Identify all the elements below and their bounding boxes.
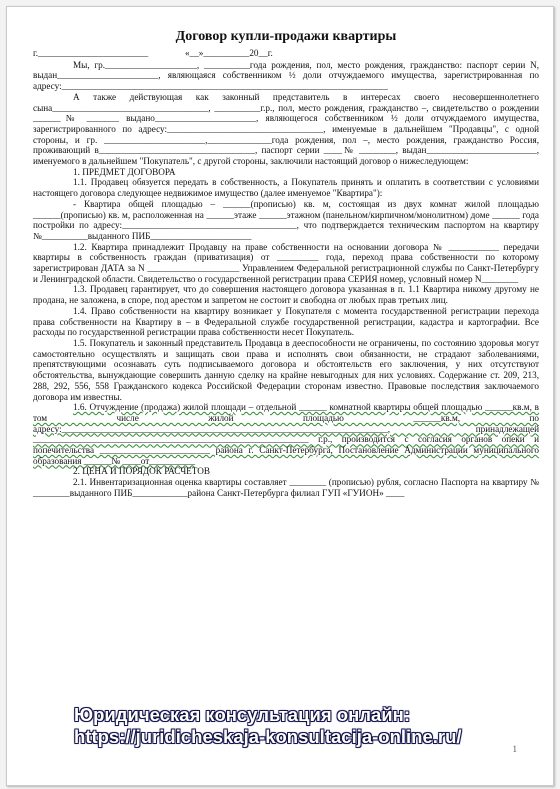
- place-date-line: г.________________________ «__»__________20__г.: [33, 48, 273, 58]
- clause-1-3: 1.3. Продавец гарантирует, что до совершения настоящего договора указанная в п. 1.1 Квартира никому другому не продана, не заложена, в споре, под арестом и запретом не состоит и свободна от любых прав третьих лиц.: [33, 284, 539, 306]
- apartment-description: - Квартира общей площадью – ______(прописью) кв. м, состоящая из двух комнат жилой площадью ______(прописью) кв. м, расположенная на ______этаже ______этажном (панельном/кирпичном/монолитном) доме ______ года постройки по адресу:______________________________________, что подтверждается техническим паспортом на квартиру №__________выданного ПИБ______________________: [33, 198, 539, 241]
- document-page: [6, 6, 554, 786]
- section-2-heading: 2. ЦЕНА И ПОРЯДОК РАСЧЕТОВ: [73, 466, 211, 477]
- clause-1-4: 1.4. Право собственности на квартиру возникает у Покупателя с момента государственной регистрации перехода права собственности на Квартиру в – в Федеральной службе государственной регистрации, кадастра и картографии. Все расходы по государственной регистрации права собственности несет Покупатель.: [33, 305, 539, 338]
- sellers-paragraph: Мы, гр.____________________, __________года рождения, пол, место рождения, гражданство: паспорт серии N, выдан______________________, являющаяся собственником ½ доли отчуждаемого имущества, зарегистрированная по адресу:_______________________________________________________________________: [33, 59, 539, 92]
- watermark-banner: [74, 704, 462, 748]
- clause-2-1: 2.1. Инвентаризационная оценка квартиры составляет ________ (прописью) рубля, согласно Паспорта на квартиру № ________выданного ПИБ____________района Санкт-Петербурга филиал ГУП «ГУИОН» ____: [33, 477, 539, 498]
- watermark-url: https://juridicheskaja-konsultacija-online.ru/: [74, 726, 462, 747]
- clause-1-5: 1.5. Покупатель и законный представитель Продавца в дееспособности не ограничены, по состоянию здоровья могут самостоятельно осуществлять и защищать свои права и исполнять свои обязанности, не страдают заболеваниями, препятствующими осознавать суть подписываемого договора и обстоятельств его заключения, у них отсутствуют обстоятельства, вынуждающие совершить данную сделку на крайне невыгодных для них условиях. Содержание ст. 209, 213, 288, 292, 556, 558 Гражданского кодекса Российской Федерации сторонам известно. Правовые последствия заключаемого договора им известны.: [33, 337, 539, 402]
- watermark-title: Юридическая консультация онлайн:: [74, 704, 410, 725]
- clause-1-1: 1.1. Продавец обязуется передать в собственность, а Покупатель принять и оплатить в соответствии с условиями настоящего договора следующее недвижимое имущество (далее именуемое "Квартира"):: [33, 177, 539, 199]
- page-number: 1: [512, 744, 517, 754]
- document-title: Договор купли-продажи квартиры: [175, 29, 397, 44]
- clause-1-6: 1.6. Отчуждение (продажа) жилой площади – отдельной ______ комнатной квартиры общей площадью ______кв.м, в том числе жилой площадью ______кв.м, по адресу:_______________________________________________________________________, принадлежащей ____________________________________________________________ г.р., производится с согласия органов опеки и попечительства ________________________ района г. Санкт-Петербурга, Постановление Администрации муниципального образования ______№ ____от__________: [33, 402, 539, 466]
- document-body: [33, 29, 539, 499]
- representative-paragraph: А также действующая как законный представитель в интересах своего несовершеннолетнего сына__________________________________, __________г.р., пол, место рождения, гражданство –, свидетельство о рождении ______№ _______ выдано______________________, являющегося собственником ½ доли отчуждаемого имущества, зарегистрированного по адресу:__________________________________, именуемые в дальнейшем "Продавцы", с одной стороны, и гр. ______________________,______________года рождения, пол –, место рождения, гражданство Россия, проживающий в__________________________________, паспорт серии ____№ ________, выдан________________________, именуемого в дальнейшем "Покупатель", с другой стороны, заключили настоящий договор о нижеследующем:: [33, 91, 539, 167]
- clause-1-2: 1.2. Квартира принадлежит Продавцу на праве собственности на основании договора № ___________ передачи квартиры в собственность граждан (приватизация) от _________ года, переход права собственности по которому зарегистрирован ДАТА за N ____________________ Управлением Федеральной регистрационной службы по Санкт-Петербургу и Ленинградской области. Свидетельство о государственной регистрации права СЕРИЯ номер, условный номер N________: [33, 241, 539, 284]
- section-1-heading: 1. ПРЕДМЕТ ДОГОВОРА: [73, 166, 176, 177]
